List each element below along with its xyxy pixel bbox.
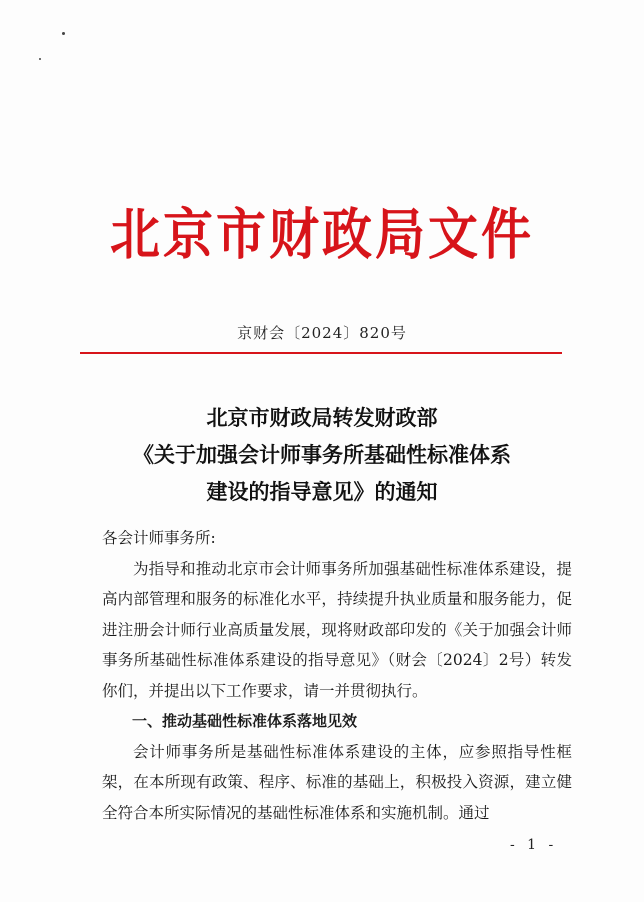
page-number: - 1 - (510, 837, 558, 853)
scan-speck (62, 32, 65, 35)
paragraph-2: 会计师事务所是基础性标准体系建设的主体，应参照指导性框架，在本所现有政策、程序、标准的基础上，积极投入资源，建立健全符合本所实际情况的基础性标准体系和实施机制。通过 (102, 742, 572, 822)
title-line-2: 《关于加强会计师事务所基础性标准体系 (133, 442, 511, 467)
document-title (0, 399, 644, 510)
scan-speck (39, 58, 41, 60)
document-body (102, 523, 572, 828)
paragraph-1: 为指导和推动北京市会计师事务所加强基础性标准体系建设，提高内部管理和服务的标准化水平，持续提升执业质量和服务能力，促进注册会计师行业高质量发展，现将财政部印发的《关于加强会计师事务所基础性标准体系建设的指导意见》（财会〔2024〕2号）转发你们，并提出以下工作要求，请一并贯彻执行。 (102, 559, 572, 700)
title-line-3: 建设的指导意见》的通知 (206, 479, 438, 504)
header-divider (80, 352, 562, 354)
salutation: 各会计师事务所: (102, 529, 216, 547)
section-1-heading: 一、推动基础性标准体系落地见效 (132, 712, 358, 730)
title-line-1: 北京市财政局转发财政部 (206, 405, 438, 430)
document-number: 京财会〔2024〕820号 (237, 324, 407, 342)
document-header-title: 北京市财政局文件 (110, 202, 534, 267)
